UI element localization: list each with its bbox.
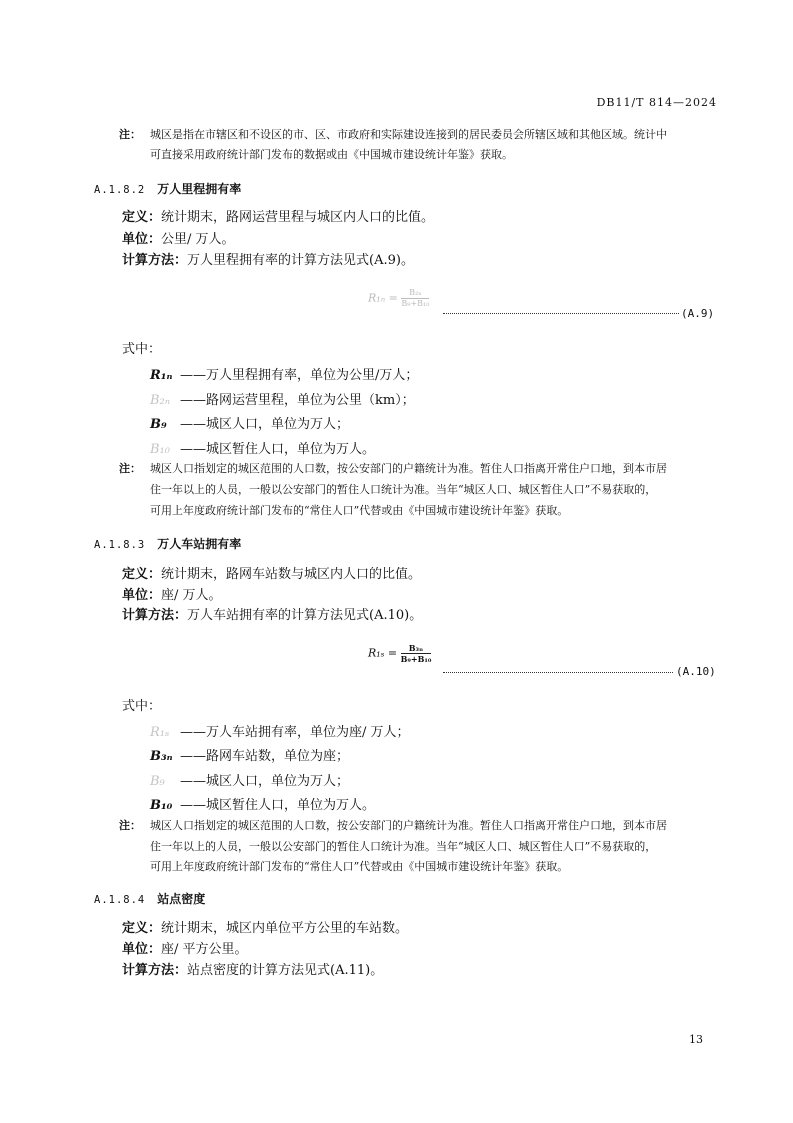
formula-denominator: B₉+B₁₀ — [401, 299, 430, 308]
calc-label: 计算方法： — [122, 963, 188, 978]
definition — [122, 919, 408, 939]
leader-dots — [443, 672, 673, 673]
variable-desc: ——城区暂住人口，单位为万人。 — [180, 442, 376, 457]
note-label: 注： — [119, 128, 141, 141]
calc-method — [122, 961, 383, 981]
calc-label: 计算方法： — [122, 253, 188, 268]
variable-desc: ——路网车站数，单位为座； — [180, 749, 350, 764]
variable-desc: ——城区人口，单位为万人； — [180, 774, 350, 789]
note-line: 城区人口指划定的城区范围的人口数，按公安部门的户籍统计为准。暂住人口指离开常住户口地，到本市居 — [150, 462, 667, 475]
variable-row — [150, 438, 375, 457]
section-title: 万人里程拥有率 — [157, 182, 242, 196]
formula-numerator: B₃ₙ — [401, 643, 432, 654]
calc-text: 万人车站拥有率的计算方法见式(A.10)。 — [187, 608, 423, 623]
calc-method — [122, 251, 414, 271]
section-title: 站点密度 — [157, 892, 206, 906]
section-heading — [94, 180, 241, 197]
note-label: 注： — [119, 819, 141, 832]
definition-label: 定义： — [122, 921, 162, 936]
section-number: A.1.8.3 — [94, 539, 146, 551]
variable-row — [150, 413, 349, 432]
calc-method — [122, 606, 422, 626]
unit — [122, 230, 235, 250]
variable-symbol: B₉ — [150, 774, 165, 789]
definition-label: 定义： — [122, 210, 162, 225]
note-line: 可用上年度政府统计部门发布的“常住人口”代替或由《中国城市建设统计年鉴》获取。 — [150, 504, 569, 517]
unit-text: 座/ 平方公里。 — [161, 942, 248, 957]
note-line: 住一年以上的人员，一般以公安部门的暂住人口统计为准。当年“城区人口、城区暂住人口”不易获取的， — [150, 840, 657, 853]
equation-number: (A.9) — [681, 307, 715, 320]
unit-text: 公里/ 万人。 — [161, 232, 235, 247]
formula-denominator: B₉+B₁₀ — [400, 654, 432, 664]
variable-desc: ——万人车站拥有率，单位为座/ 万人； — [180, 725, 410, 740]
formula-a10 — [368, 643, 431, 664]
variable-symbol: B₁₀ — [150, 798, 173, 813]
unit-label: 单位： — [122, 232, 162, 247]
variable-symbol: R₁ₙ — [150, 368, 173, 383]
definition — [122, 565, 421, 585]
section-number: A.1.8.4 — [94, 894, 146, 906]
variable-row — [150, 745, 349, 764]
definition-text: 统计期末，城区内单位平方公里的车站数。 — [161, 921, 409, 936]
variable-desc: ——路网运营里程，单位为公里（km）； — [180, 393, 415, 408]
unit — [122, 940, 248, 960]
formula-numerator: B₂ₙ — [401, 288, 429, 299]
unit-label: 单位： — [122, 588, 162, 603]
variable-symbol: R₁ₛ — [150, 725, 170, 740]
definition-text: 统计期末，路网运营里程与城区内人口的比值。 — [161, 210, 435, 225]
note-line: 城区是指在市辖区和不设区的市、区、市政府和实际建设连接到的居民委员会所辖区域和其他区域。统计中 — [150, 128, 667, 141]
note-line: 城区人口指划定的城区范围的人口数，按公安部门的户籍统计为准。暂住人口指离开常住户口地，到本市居 — [150, 819, 667, 832]
variable-row — [150, 364, 418, 383]
variable-row — [150, 794, 375, 813]
where-label: 式中： — [122, 699, 162, 714]
variable-symbol: B₁₀ — [150, 442, 170, 457]
equation-number: (A.10) — [676, 665, 716, 678]
document-code: DB11/T 814—2024 — [596, 96, 717, 109]
note-label: 注： — [119, 462, 141, 475]
variable-symbol: B₃ₙ — [150, 749, 173, 764]
variable-row — [150, 721, 410, 740]
variable-desc: ——城区人口，单位为万人； — [180, 417, 350, 432]
section-heading — [94, 535, 241, 552]
variable-symbol: B₂ₙ — [150, 393, 171, 408]
formula-lhs: R₁ₙ = — [368, 291, 398, 305]
variable-desc: ——城区暂住人口，单位为万人。 — [180, 798, 376, 813]
variable-symbol: B₉ — [150, 417, 167, 432]
leader-dots — [443, 313, 679, 314]
definition-text: 统计期末，路网车站数与城区内人口的比值。 — [161, 567, 422, 582]
section-number: A.1.8.2 — [94, 184, 146, 196]
formula-fraction — [401, 288, 429, 309]
note-line: 可直接采用政府统计部门发布的数据或由《中国城市建设统计年鉴》获取。 — [150, 148, 513, 161]
calc-text: 站点密度的计算方法见式(A.11)。 — [187, 963, 384, 978]
calc-text: 万人里程拥有率的计算方法见式(A.9)。 — [187, 253, 414, 268]
note-line: 可用上年度政府统计部门发布的“常住人口”代替或由《中国城市建设统计年鉴》获取。 — [150, 860, 569, 873]
unit-label: 单位： — [122, 942, 162, 957]
formula-a9 — [368, 288, 429, 309]
variable-row — [150, 770, 349, 789]
definition — [122, 208, 434, 228]
unit — [122, 586, 222, 606]
definition-label: 定义： — [122, 567, 162, 582]
note-line: 住一年以上的人员，一般以公安部门的暂住人口统计为准。当年“城区人口、城区暂住人口”不易获取的， — [150, 483, 657, 496]
formula-fraction — [401, 643, 432, 664]
formula-lhs: R₁ₛ = — [368, 646, 398, 660]
where-label: 式中： — [122, 342, 162, 357]
unit-text: 座/ 万人。 — [161, 588, 222, 603]
variable-desc: ——万人里程拥有率，单位为公里/万人； — [180, 368, 419, 383]
page-number: 13 — [689, 1033, 703, 1046]
section-title: 万人车站拥有率 — [157, 537, 242, 551]
variable-row — [150, 389, 415, 408]
calc-label: 计算方法： — [122, 608, 188, 623]
section-heading — [94, 890, 205, 907]
